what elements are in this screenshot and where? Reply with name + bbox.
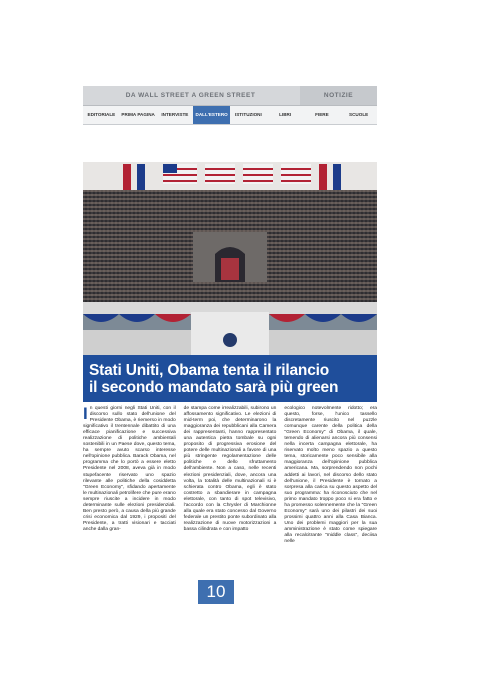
nav-item-dall-estero[interactable]: DALL'ESTERO [193, 106, 230, 124]
column-3-text: ecologico notevolmente ridotto; era questo, forse, l'unico tassello discretamente riuscito nel puzzle comunque carente della politica della "Green Economy" di Obama, il quale, temendo di alienarsi ancora più consensi nella incerta campagna elettorale, ha riservato molto meno spazio a questo tema, storicamente poco sensibile alla maggioranza dell'opinione pubblica americana. Ma, sorprendendo non pochi addetti ai lavori, nel discorso dello stato dell'unione, il Presidente è tornato a sorpresa alla carica su questo aspetto del suo programma: ha riconosciuto che nel primo mandato troppo poco si era fatto e ha promesso solennemente che la "Green Economy" sarà uno dei pilastri dei suoi prossimi quattro anni alla Casa Bianca. Uno dei problemi maggiori per la sua amministrazione è stato come spiegare alla recalcitrante "middle class", deciisa nelle [284, 406, 378, 545]
column-1-text: n questi giorni negli Stati Uniti, con il discorso sullo stato dell'unione del Presidente Obama, è riemerso in modo significativo il trentennale dibattito di una efficace pianificazione e successiva realizzazione di politiche ambientali sostenibili in un Paese dove, questo tema, ha sempre avuto scarso interesse nell'opinione pubblica. Barack Obama, nel programma che lo portò a essere eletto Presidente nel 2008, aveva già in modo stupefacente riservato uno spazio rilevante alle politiche della cosiddetta "Green Economy", sfidando apertamente le multinazionali petrolifere che pure erano sempre riuscite a incidere in modo determinante sulle elezioni presidenziali. Ben presto però, a causa della più grande crisi economica dal 1929, i propositi del Presidente, a tratti visionari e tacciati anche dalla gran- [83, 406, 176, 532]
capitol-crowd-image [83, 162, 377, 355]
nav-item-interviste[interactable]: INTERVISTE [161, 112, 189, 117]
page-number: 10 [198, 580, 234, 604]
nav-item-prima-pagina[interactable]: PRIMA PAGINA [121, 112, 155, 117]
article-column-1 [83, 406, 176, 545]
headline-banner [83, 355, 377, 402]
nav-item-libri[interactable]: LIBRI [279, 112, 292, 117]
column-2-text: de stampa come irrealizzabili, subirono un affossamento significativo. Le elezioni di mid-term poi, che determinarono la maggioranza dei repubblicani alla Camera dei rappresentanti, hanno rappresentato una autentica pietra tombale su ogni proposito di progressiva erosione del potere delle multinazionali a favore di una più stringente regolamentazione delle politiche e dello sfruttamento dell'ambiente. Non a caso, nelle recenti elezioni presidenziali, dove, ancora una volta, la totalità delle multinazionali si è schierata contro Obama, egli è stato costretto a sbandierare in campagna elettorale, con tanto di spot televisivo, l'accordo con la Chrysler di Marchionne alla quale era stato concesso dal Governo federale un prestito ponte subordinato alla realizzazione di nuove motorizzazioni a bassa cilindrata e con impatto [183, 406, 277, 532]
nav-item-fiere[interactable]: FIERE [315, 112, 329, 117]
nav-item-editoriale[interactable]: EDITORIALE [87, 112, 116, 117]
article-column-3 [284, 406, 377, 545]
inauguration-photo [83, 162, 377, 355]
notizie-label: NOTIZIE [300, 86, 377, 105]
nav-item-scuole[interactable]: SCUOLE [349, 112, 369, 117]
section-title: DA WALL STREET A GREEN STREET [125, 92, 256, 99]
headline-line-1: Stati Uniti, Obama tenta il rilancio [89, 362, 329, 379]
article-body [83, 406, 377, 545]
nav-item-istituzioni[interactable]: ISTITUZIONI [234, 112, 262, 117]
article-column-2 [184, 406, 277, 545]
headline-line-2: il secondo mandato sarà più green [89, 379, 339, 396]
drop-cap: I [83, 404, 88, 423]
section-nav [83, 106, 377, 125]
